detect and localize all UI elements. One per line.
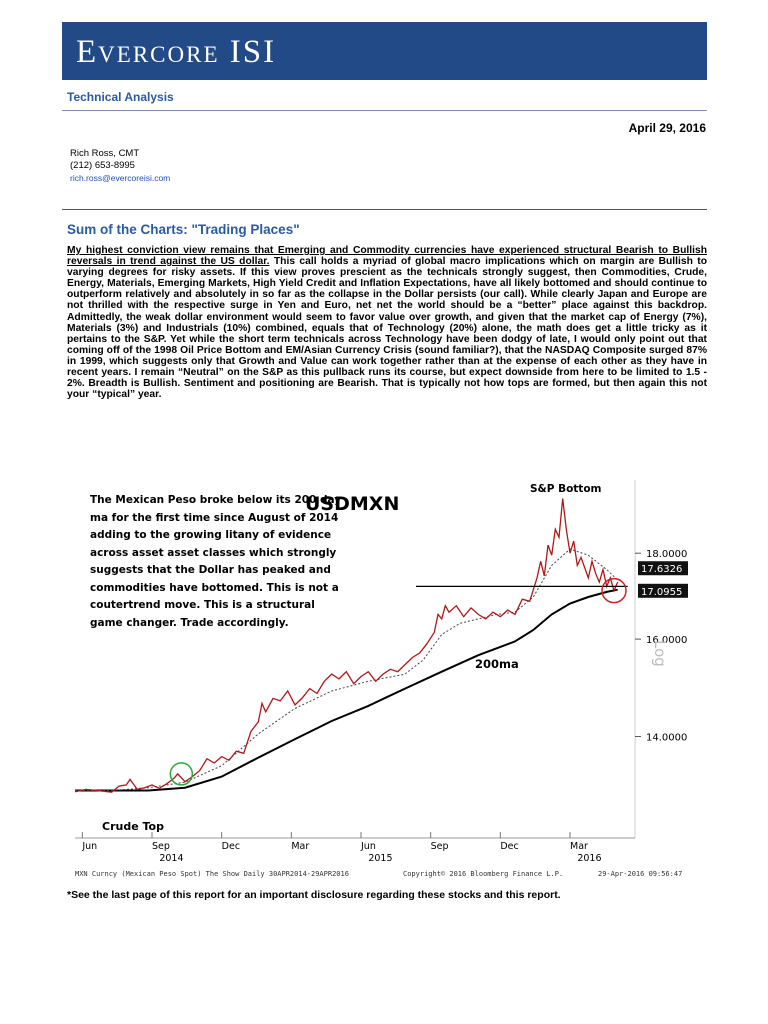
- x-month-label: Dec: [500, 841, 519, 852]
- article-body-text: This call holds a myriad of global macro implications which on margin are Bullish to varying degrees for risky assets. If this view proves prescient as the technicals strongly suggest, then Commodities, Crude, Energy, Materials, Emerging Markets, High Yield Credit and Inflation Expectations, have all likely bottomed and should continue to outperform relatively and absolutely in so far as the collapse in the Dollar persists (our call). While clearly Japan and Europe are not thrilled with the respective surge in Yen and Euro, net net the world should be a “better” place against this backdrop. Admittedly, the weak dollar environment would seem to favor value over growth, and given that the market cap of Energy (7%), Materials (3%) and Industrials (10%) combined, equals that of Technology (20%) alone, the math does get a little tricky as it pertains to the S&P. Yet while the short term technicals across Technology have been dodgy of late, I would only point out that coming off of the 1998 Oil Price Bottom and EM/Asian Currency Crisis (sound familiar?), that the NASDAQ Composite surged 87% in 1999, which suggests only that Growth and Value can work together rather than at the expense of each other as they have in recent years. I remain “Neutral” on the S&P as this pullback runs its course, but expect downside from here to be limited to 1.5 - 2%. Breadth is Bullish. Sentiment and positioning are Bearish. That is typically not how tops are formed, but then again this not your “typical” year.: [67, 256, 708, 401]
- article-lead: My highest conviction view remains that Emerging and Commodity currencies have experienced structural Bearish to Bullish reversals in trend against the US dollar.: [67, 245, 707, 268]
- x-year-label: 2014: [159, 853, 184, 864]
- article-title: Sum of the Charts: "Trading Places": [67, 222, 300, 237]
- y-tick-label: 16.0000: [646, 635, 688, 647]
- author-block: [70, 148, 170, 184]
- log-label: Log: [651, 640, 669, 667]
- ma200-label: 200ma: [475, 657, 519, 671]
- title-divider: [62, 209, 707, 210]
- price-tag-label: 17.6326: [641, 564, 683, 576]
- brand-text: Evercore ISI: [76, 34, 277, 70]
- article-body: [67, 245, 707, 400]
- author-name: Rich Ross, CMT: [70, 148, 140, 159]
- chart-footer-timestamp: 29-Apr-2016 09:56:47: [598, 870, 683, 878]
- chart-title: USDMXN: [305, 493, 400, 515]
- x-month-label: Jun: [361, 841, 376, 852]
- sp-bottom-label: S&P Bottom: [530, 483, 602, 495]
- chart-annotation: The Mexican Peso broke below its 200 day ma for the first time since August of 2014 adding to the growing litany of evidence across asset asset classes which strongly suggests that the Dollar has peaked and commodities have bottomed. This is not a coutertrend move. This is a structural game changer. Trade accordingly.: [90, 494, 342, 629]
- usdmxn-chart: [70, 480, 710, 880]
- x-month-label: Sep: [430, 841, 449, 852]
- section-label: Technical Analysis: [67, 90, 174, 104]
- report-date: April 29, 2016: [628, 121, 706, 135]
- price-tag-label: 17.0955: [641, 586, 683, 598]
- chart-footer-copyright: Copyright© 2016 Bloomberg Finance L.P.: [403, 870, 564, 878]
- chart-annotation-box: [90, 492, 345, 629]
- x-month-label: Jun: [82, 841, 98, 852]
- disclaimer: *See the last page of this report for an important disclosure regarding these stocks and this report.: [67, 889, 561, 901]
- x-month-label: Mar: [570, 841, 588, 852]
- brand-logo: [76, 34, 276, 71]
- section-divider: [62, 110, 707, 111]
- author-email[interactable]: rich.ross@evercoreisi.com: [70, 173, 171, 183]
- x-year-label: 2016: [577, 853, 602, 864]
- y-tick-label: 14.0000: [646, 732, 688, 744]
- x-month-label: Mar: [291, 841, 310, 852]
- chart-footer-source: MXN Curncy (Mexican Peso Spot) The Show Daily 30APR2014-29APR2016: [75, 870, 349, 878]
- crude-top-label: Crude Top: [102, 820, 164, 833]
- x-year-label: 2015: [368, 853, 393, 864]
- x-month-label: Sep: [152, 841, 170, 852]
- y-tick-label: 18.0000: [646, 549, 688, 561]
- author-phone: (212) 653-8995: [70, 160, 135, 171]
- x-month-label: Dec: [221, 841, 241, 852]
